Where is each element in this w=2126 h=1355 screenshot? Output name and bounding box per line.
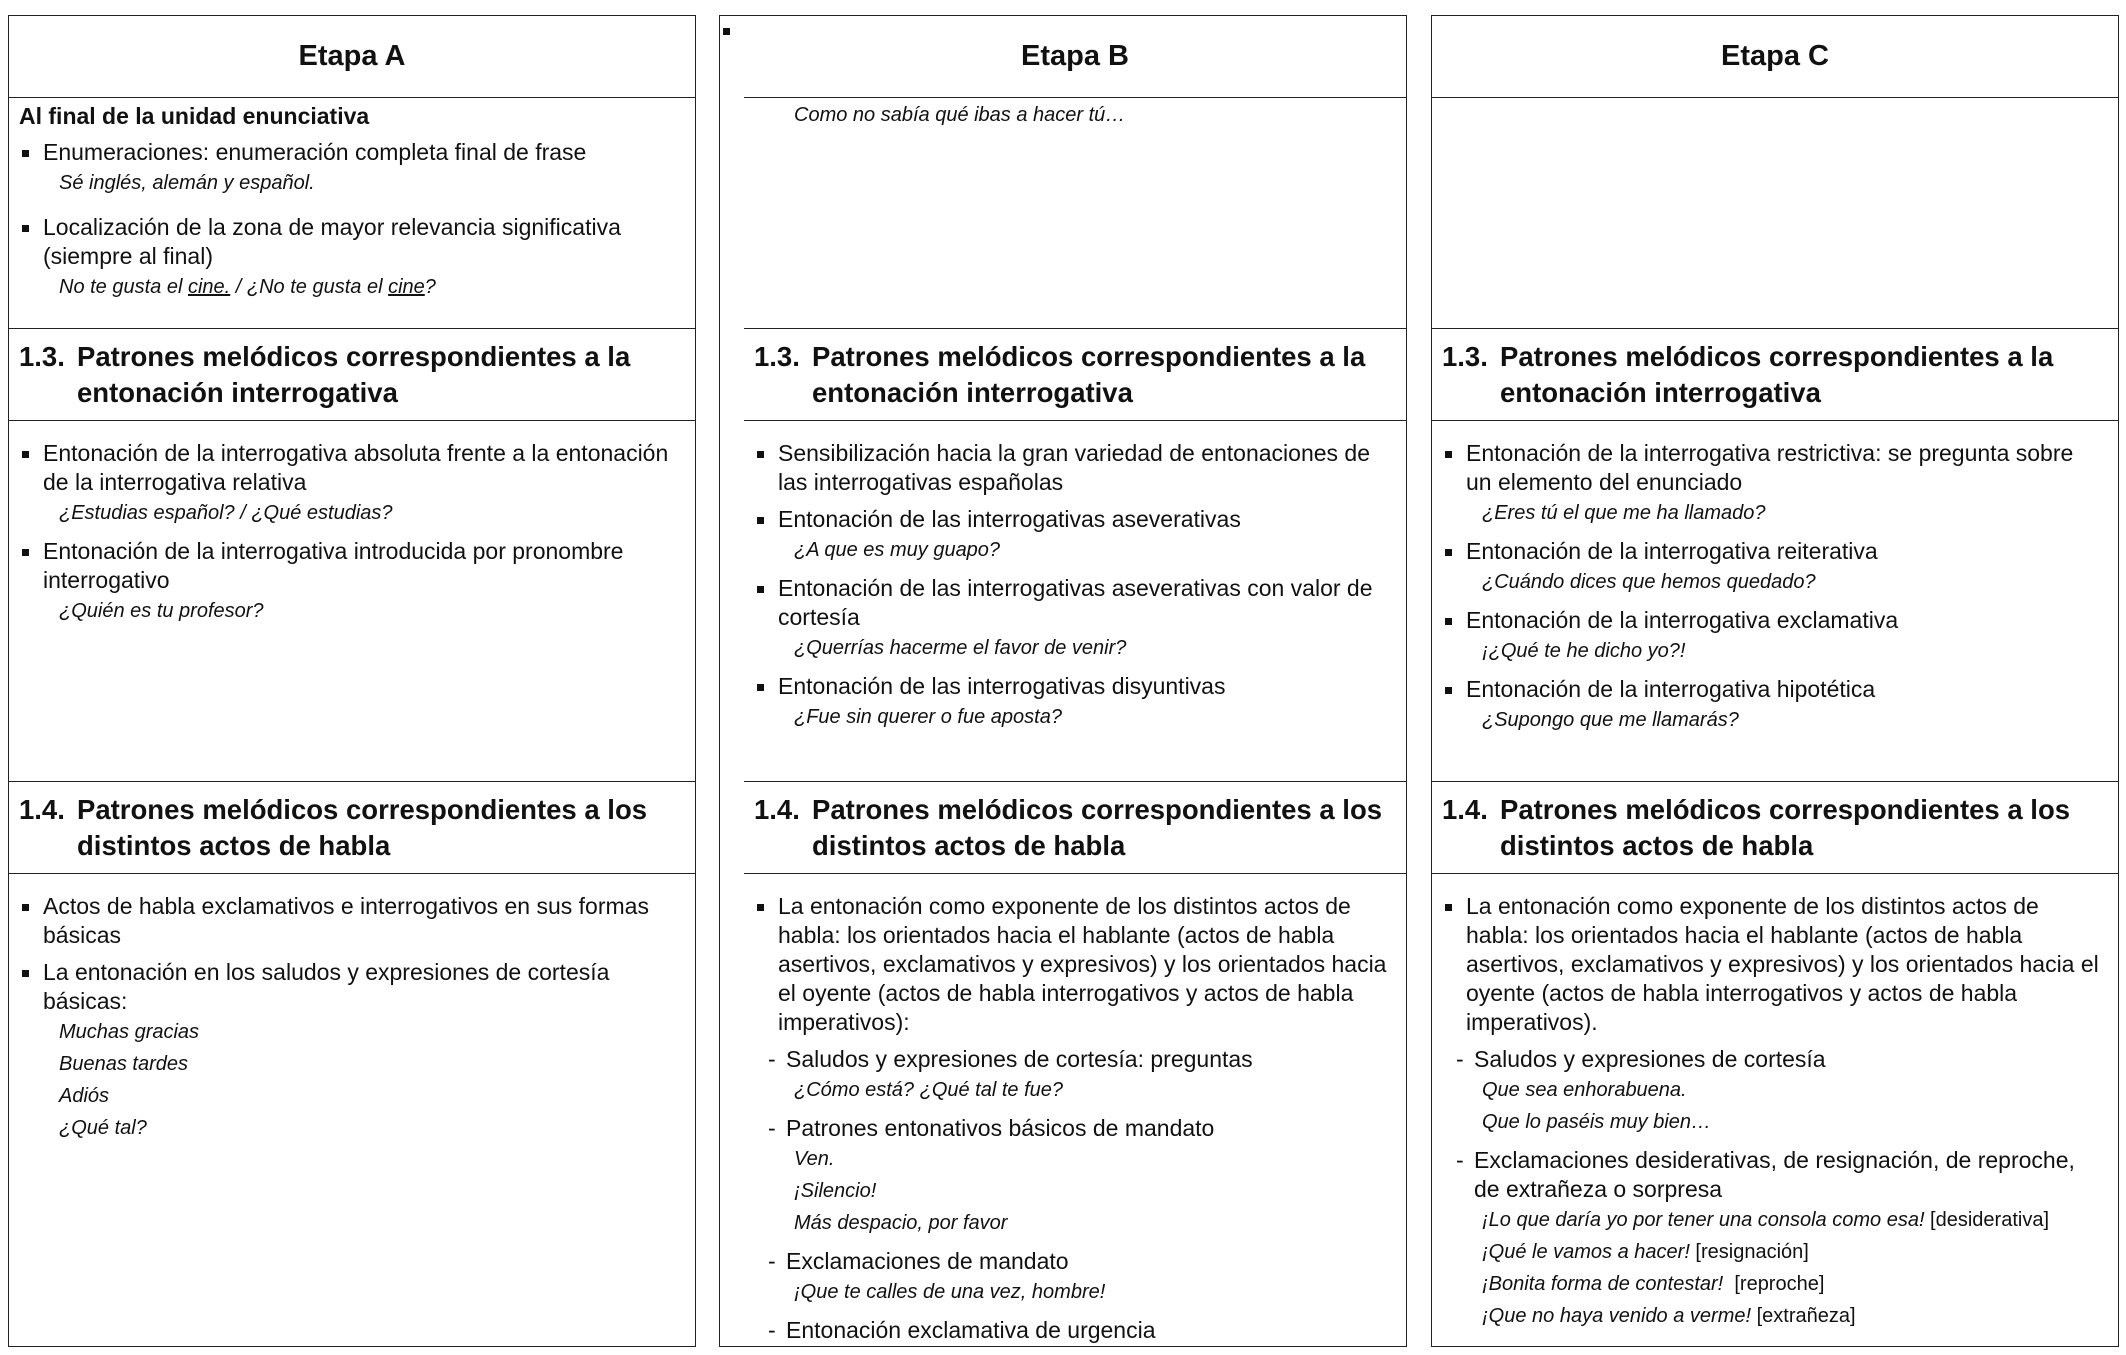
section-heading-1-3 [1432, 329, 2118, 421]
bullet-item: Entonación de las interrogativas disyuntivas [754, 672, 1392, 701]
example: Sé inglés, alemán y español. [59, 172, 315, 194]
section-number: 1.4. [19, 794, 65, 825]
column-header: Etapa B [744, 16, 1406, 98]
bullet-item: Entonación de la interrogativa reiterativa [1442, 537, 2104, 566]
section-title: Patrones melódicos correspondientes a la entonación interrogativa [77, 341, 631, 408]
example: Adiós [59, 1085, 110, 1107]
example: Buenas tardes [59, 1053, 188, 1075]
example: Que sea enhorabuena. [1482, 1079, 1687, 1101]
dash-item: - Exclamaciones desiderativas, de resignación, de reproche, de extrañeza o sorpresa [1442, 1146, 2104, 1204]
example: ¿Supongo que me llamarás? [1482, 709, 1739, 731]
column-header: Etapa C [1432, 16, 2118, 98]
section-number: 1.4. [754, 794, 800, 825]
example: ¿Cuándo dices que hemos quedado? [1482, 571, 1816, 593]
bullet-item: La entonación como exponente de los distintos actos de habla: los orientados hacia el hablante (actos de habla asertivos, exclamativos y expresivos) y los orientados hacia el oyente (actos de habla interrogativos y actos de habla imperativos): [754, 892, 1392, 1037]
bullet-item: Actos de habla exclamativos e interrogativos en sus formas básicas [19, 892, 681, 950]
column-etapa-c [1431, 15, 2119, 1347]
example: ¿Querrías hacerme el favor de venir? [794, 637, 1127, 659]
example: Ven. [794, 1148, 835, 1170]
bullet-item: Sensibilización hacia la gran variedad de entonaciones de las interrogativas españolas [754, 439, 1392, 497]
example: No te gusta el cine. / ¿No te gusta el cine? [59, 276, 436, 298]
section-body-1-4 [9, 874, 695, 1346]
bullet-item: La entonación en los saludos y expresiones de cortesía básicas: [19, 958, 681, 1016]
top-cell [1432, 98, 2118, 329]
dash-item: - Saludos y expresiones de cortesía: preguntas [754, 1045, 1392, 1074]
section-heading-1-4 [744, 782, 1406, 874]
bullet-item: La entonación como exponente de los distintos actos de habla: los orientados hacia el hablante (actos de habla asertivos, exclamativos y expresivos) y los orientados hacia el oyente (actos de habla interrogativos y actos de habla imperativos). [1442, 892, 2104, 1037]
section-title: Patrones melódicos correspondientes a los distintos actos de habla [77, 794, 648, 861]
section-body-1-3 [744, 421, 1406, 782]
section-body-1-3 [1432, 421, 2118, 782]
section-heading-1-4 [9, 782, 695, 874]
bullet-item: Entonación de la interrogativa restrictiva: se pregunta sobre un elemento del enunciado [1442, 439, 2104, 497]
dash-item: - Saludos y expresiones de cortesía [1442, 1045, 2104, 1074]
example: ¡Qué le vamos a hacer! [resignación] [1482, 1241, 1809, 1263]
bullet-item: Entonación de la interrogativa introducida por pronombre interrogativo [19, 537, 681, 595]
section-number: 1.3. [19, 341, 65, 372]
example: Más despacio, por favor [794, 1212, 1008, 1234]
example: ¿Eres tú el que me ha llamado? [1482, 502, 1766, 524]
example: Muchas gracias [59, 1021, 200, 1043]
column-header: Etapa A [9, 16, 695, 98]
section-title: Patrones melódicos correspondientes a la entonación interrogativa [1500, 341, 2054, 408]
top-cell [9, 98, 695, 329]
example: ¡Silencio! [794, 1180, 877, 1202]
example: ¿Quién es tu profesor? [59, 600, 264, 622]
dash-item: - Patrones entonativos básicos de mandato [754, 1114, 1392, 1143]
section-title: Patrones melódicos correspondientes a los distintos actos de habla [1500, 794, 2071, 861]
section-heading-1-4 [1432, 782, 2118, 874]
dash-item: - Entonación exclamativa de urgencia [754, 1316, 1392, 1345]
section-heading-1-3 [9, 329, 695, 421]
example: Que lo paséis muy bien… [1482, 1111, 1712, 1133]
section-title: Patrones melódicos correspondientes a la entonación interrogativa [812, 341, 1366, 408]
bullet-item: Entonación de la interrogativa exclamativa [1442, 606, 2104, 635]
example: ¡Que no haya venido a verme! [extrañeza] [1482, 1305, 1856, 1327]
example: ¡Lo que daría yo por tener una consola como esa! [desiderativa] [1482, 1209, 2050, 1231]
subtitle: Al final de la unidad enunciativa [19, 103, 370, 129]
top-cell [744, 98, 1406, 329]
bullet-item: Entonación de las interrogativas aseverativas con valor de cortesía [754, 574, 1392, 632]
example: ¿Estudias español? / ¿Qué estudias? [59, 502, 393, 524]
bullet-item: Entonación de la interrogativa absoluta frente a la entonación de la interrogativa relativa [19, 439, 681, 497]
bullet-item: Entonación de las interrogativas aseverativas [754, 505, 1392, 534]
example: ¡¿Qué te he dicho yo?! [1482, 640, 1686, 662]
column-etapa-b [719, 15, 1407, 1347]
example: Como no sabía qué ibas a hacer tú… [794, 104, 1126, 126]
example: ¿Cómo está? ¿Qué tal te fue? [794, 1079, 1064, 1101]
section-body-1-4 [744, 874, 1406, 1346]
section-number: 1.3. [1442, 341, 1488, 372]
example: ¡Que te calles de una vez, hombre! [794, 1281, 1106, 1303]
section-number: 1.3. [754, 341, 800, 372]
bullet-item: Entonación de la interrogativa hipotética [1442, 675, 2104, 704]
bullet-item: Localización de la zona de mayor relevancia significativa (siempre al final) [19, 213, 681, 271]
section-number: 1.4. [1442, 794, 1488, 825]
section-body-1-3 [9, 421, 695, 782]
section-heading-1-3 [744, 329, 1406, 421]
example: ¿Fue sin querer o fue aposta? [794, 706, 1062, 728]
example: ¡Bonita forma de contestar! [reproche] [1482, 1273, 1825, 1295]
bullet-item: Enumeraciones: enumeración completa final de frase [19, 138, 681, 167]
example: ¿A que es muy guapo? [794, 539, 1001, 561]
example: ¿Qué tal? [59, 1117, 147, 1139]
section-body-1-4 [1432, 874, 2118, 1346]
column-etapa-a [8, 15, 696, 1347]
section-title: Patrones melódicos correspondientes a los distintos actos de habla [812, 794, 1383, 861]
dash-item: - Exclamaciones de mandato [754, 1247, 1392, 1276]
